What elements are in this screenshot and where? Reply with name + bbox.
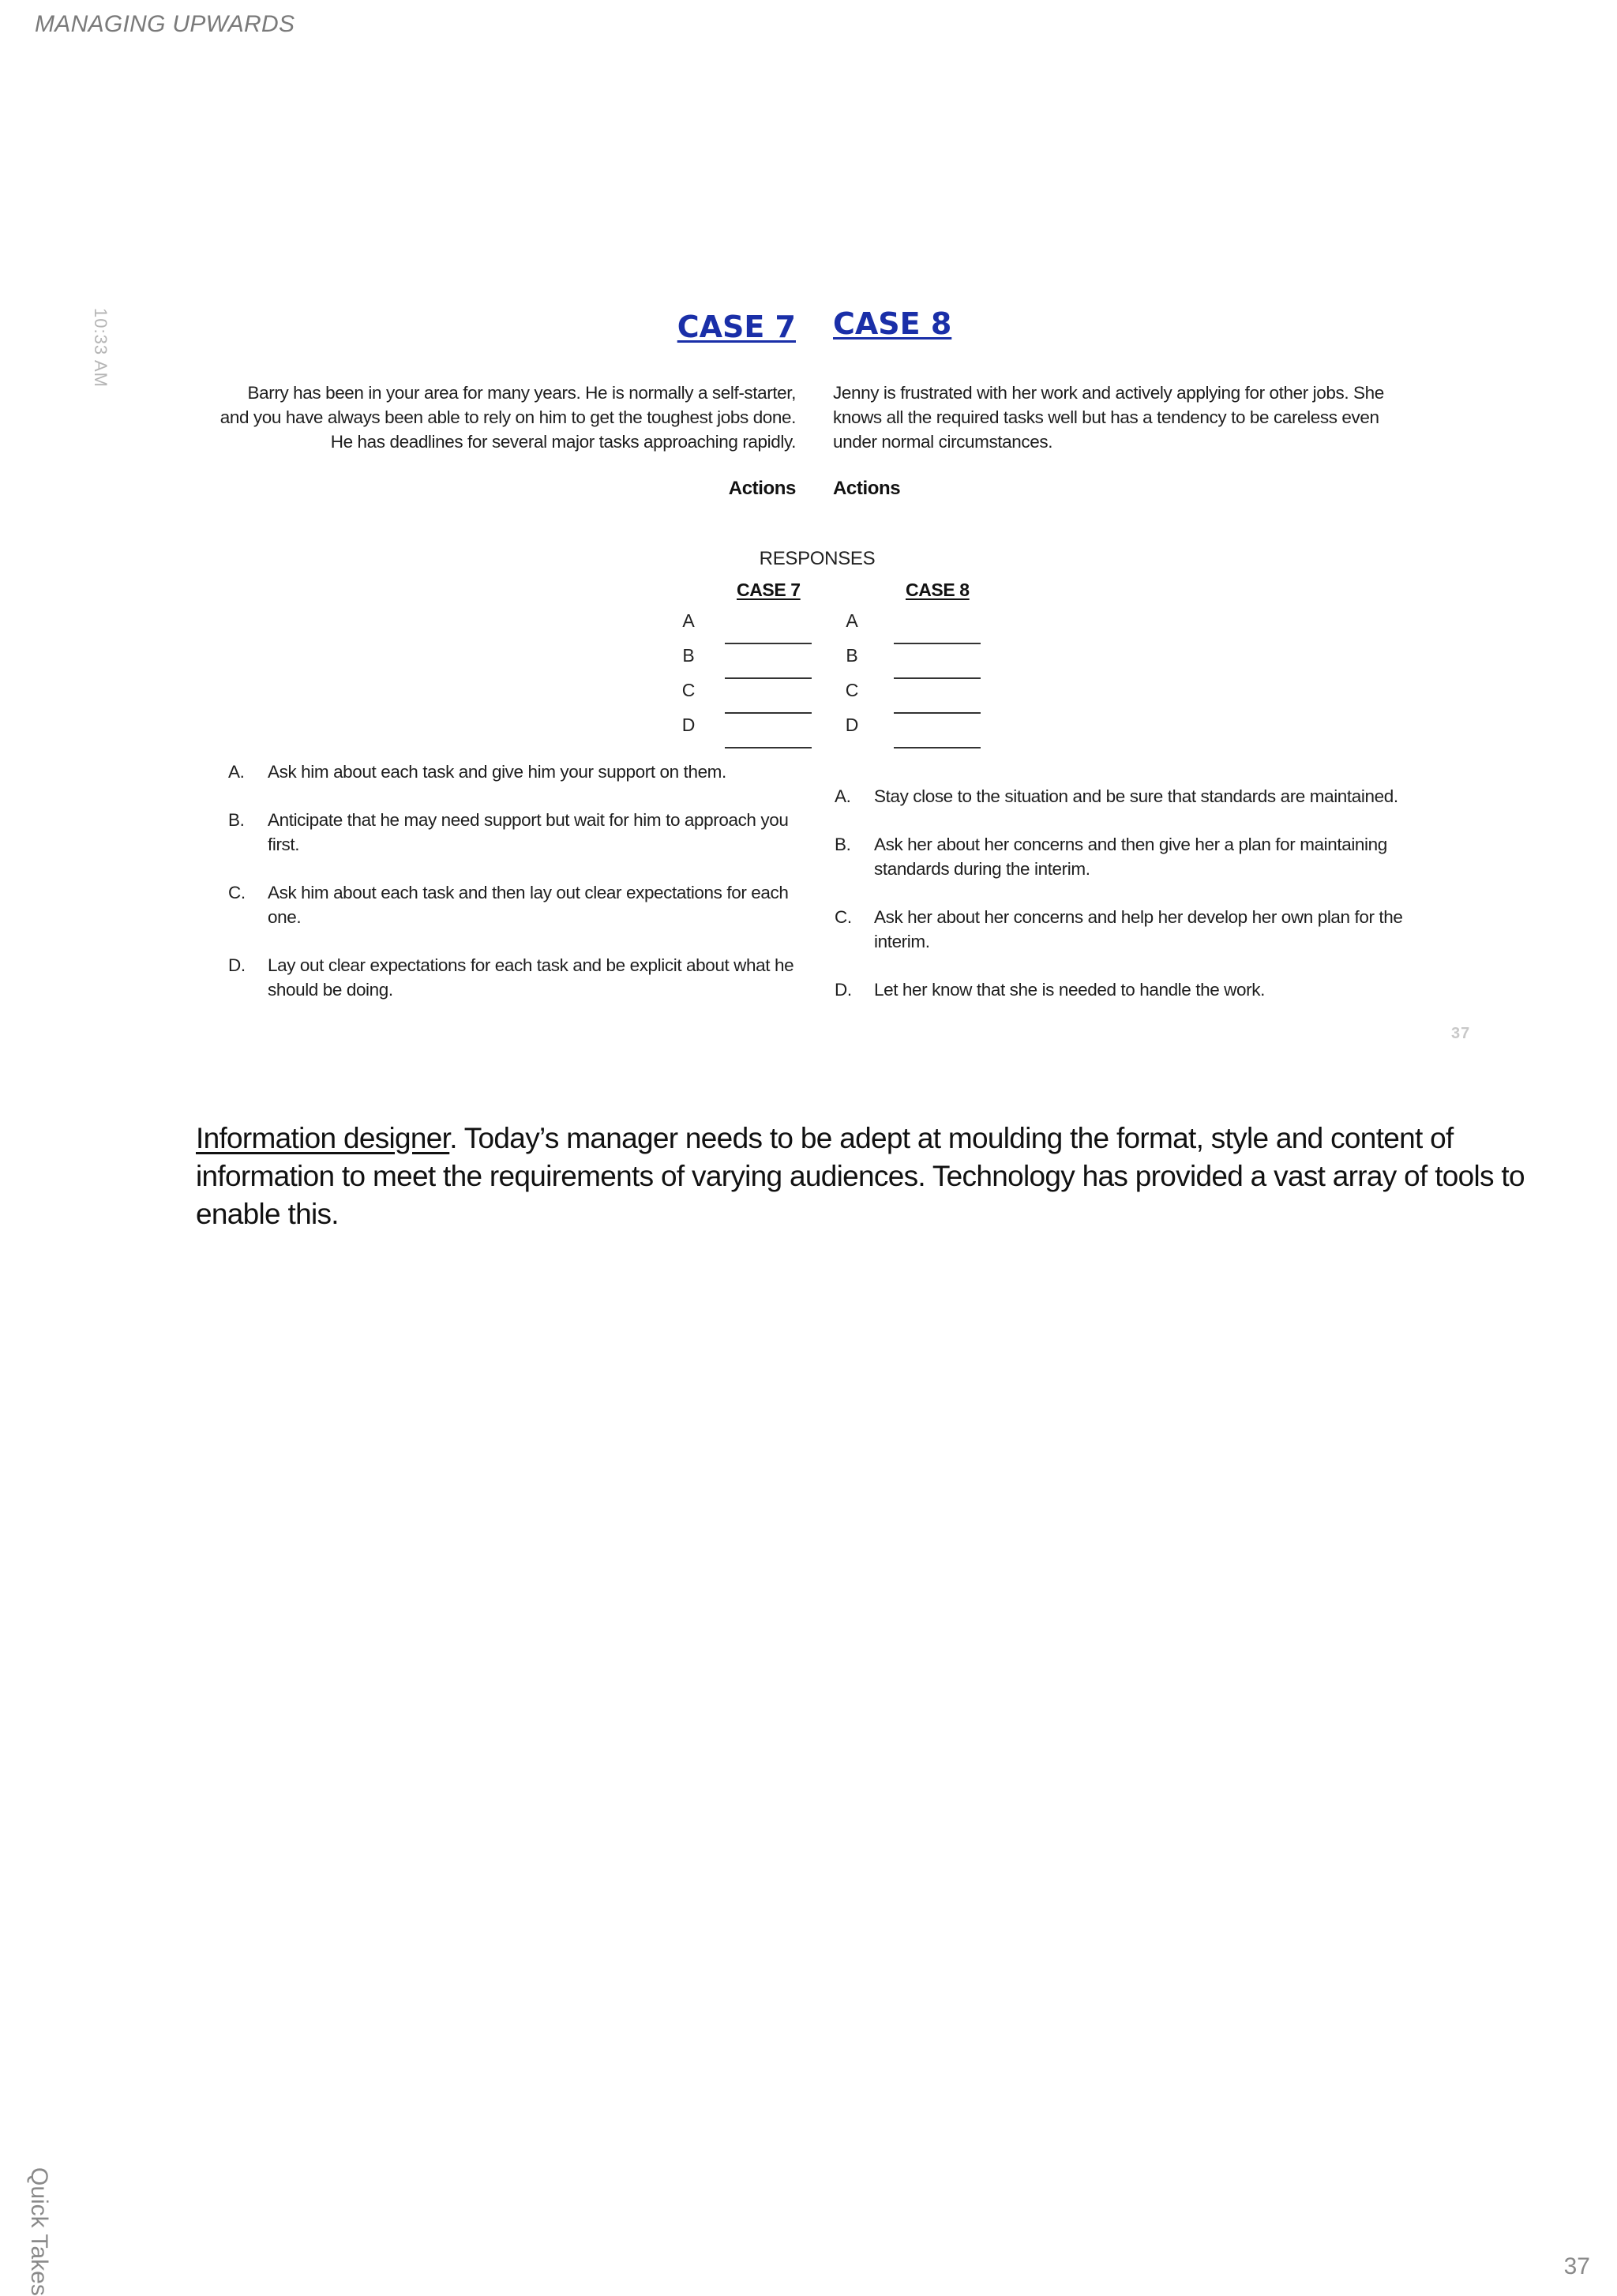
- case-7-actions-label: Actions: [728, 478, 796, 499]
- option-line: Lay out clear expectations for each task and be explicit about what he: [268, 955, 794, 975]
- response-7-blank-b[interactable]: [725, 677, 812, 679]
- option-line: Ask him about each task and give him your support on them.: [268, 762, 726, 782]
- scenario-line: Jenny is frustrated with her work and actively applying for other jobs. She: [833, 383, 1384, 403]
- scenario-line: He has deadlines for several major tasks approaching rapidly.: [330, 432, 796, 452]
- paragraph-line: enable this.: [196, 1198, 339, 1230]
- response-8-blank-b[interactable]: [894, 677, 981, 679]
- case-7-title: CASE 7: [677, 310, 796, 344]
- response-8-letter-a: A: [846, 610, 858, 631]
- responses-case-8-label: CASE 8: [906, 580, 970, 600]
- case-7-option-b: [228, 808, 788, 857]
- response-8-letter-d: D: [845, 715, 859, 735]
- case-8-option-b: [835, 832, 1387, 881]
- embedded-page-mark: 37: [1451, 1025, 1471, 1042]
- case-8-option-a: [835, 784, 1398, 808]
- option-letter: C.: [835, 907, 852, 927]
- option-line: standards during the interim.: [874, 859, 1090, 879]
- case-8-option-d: [835, 977, 1265, 1002]
- option-letter: D.: [228, 955, 246, 975]
- case-7-option-a: [228, 760, 726, 784]
- running-header: MANAGING UPWARDS: [35, 11, 295, 37]
- scenario-line: Barry has been in your area for many years. He is normally a self-starter,: [247, 383, 796, 403]
- case-8-option-c: [835, 905, 1403, 954]
- option-letter: B.: [228, 810, 245, 830]
- response-7-blank-d[interactable]: [725, 747, 812, 748]
- option-line: Ask her about her concerns and then give her a plan for maintaining: [874, 835, 1387, 854]
- case-7-option-d: [228, 953, 793, 1002]
- option-line: Ask her about her concerns and help her develop her own plan for the: [874, 907, 1403, 927]
- information-designer-heading: Information designer: [196, 1122, 450, 1154]
- case-7-option-c: [228, 880, 788, 929]
- option-letter: A.: [228, 762, 245, 782]
- option-letter: B.: [835, 835, 851, 854]
- option-letter: D.: [835, 980, 852, 1000]
- option-line: Let her know that she is needed to handle the work.: [874, 980, 1265, 1000]
- information-designer-paragraph: [196, 1120, 1525, 1233]
- option-line: one.: [268, 907, 302, 927]
- scenario-line: knows all the required tasks well but has a tendency to be careless even: [833, 407, 1379, 427]
- response-8-blank-c[interactable]: [894, 712, 981, 714]
- case-7-scenario: [212, 381, 796, 454]
- scenario-line: and you have always been able to rely on him to get the toughest jobs done.: [219, 407, 796, 427]
- option-line: should be doing.: [268, 980, 393, 1000]
- scenario-line: under normal circumstances.: [833, 432, 1053, 452]
- responses-case-7-label: CASE 7: [737, 580, 801, 600]
- option-line: interim.: [874, 932, 930, 951]
- response-7-letter-d: D: [681, 715, 696, 735]
- response-8-blank-a[interactable]: [894, 643, 981, 644]
- paragraph-line: information to meet the requirements of varying audiences. Technology has provided a vast array of tools to: [196, 1160, 1525, 1192]
- response-7-letter-a: A: [682, 610, 695, 631]
- response-8-blank-d[interactable]: [894, 747, 981, 748]
- response-8-letter-c: C: [845, 680, 859, 700]
- option-letter: A.: [835, 786, 851, 806]
- response-7-blank-a[interactable]: [725, 643, 812, 644]
- response-7-letter-c: C: [681, 680, 696, 700]
- footer-side-label: Quick Takes: [26, 2167, 52, 2296]
- case-8-scenario: [833, 381, 1401, 454]
- option-line: first.: [268, 835, 300, 854]
- response-7-letter-b: B: [682, 645, 695, 666]
- case-8-actions-label: Actions: [833, 478, 901, 499]
- side-timestamp: 10:33 AM: [91, 308, 111, 388]
- page-number: 37: [1563, 2253, 1590, 2279]
- option-line: Ask him about each task and then lay out clear expectations for each: [268, 883, 789, 902]
- paragraph-line: . Today’s manager needs to be adept at moulding the format, style and content of: [449, 1122, 1454, 1154]
- option-line: Stay close to the situation and be sure that standards are maintained.: [874, 786, 1398, 806]
- option-letter: C.: [228, 883, 246, 902]
- response-7-blank-c[interactable]: [725, 712, 812, 714]
- case-8-title: CASE 8: [833, 306, 952, 341]
- responses-heading: RESPONSES: [759, 548, 876, 569]
- option-line: Anticipate that he may need support but wait for him to approach you: [268, 810, 789, 830]
- response-8-letter-b: B: [846, 645, 858, 666]
